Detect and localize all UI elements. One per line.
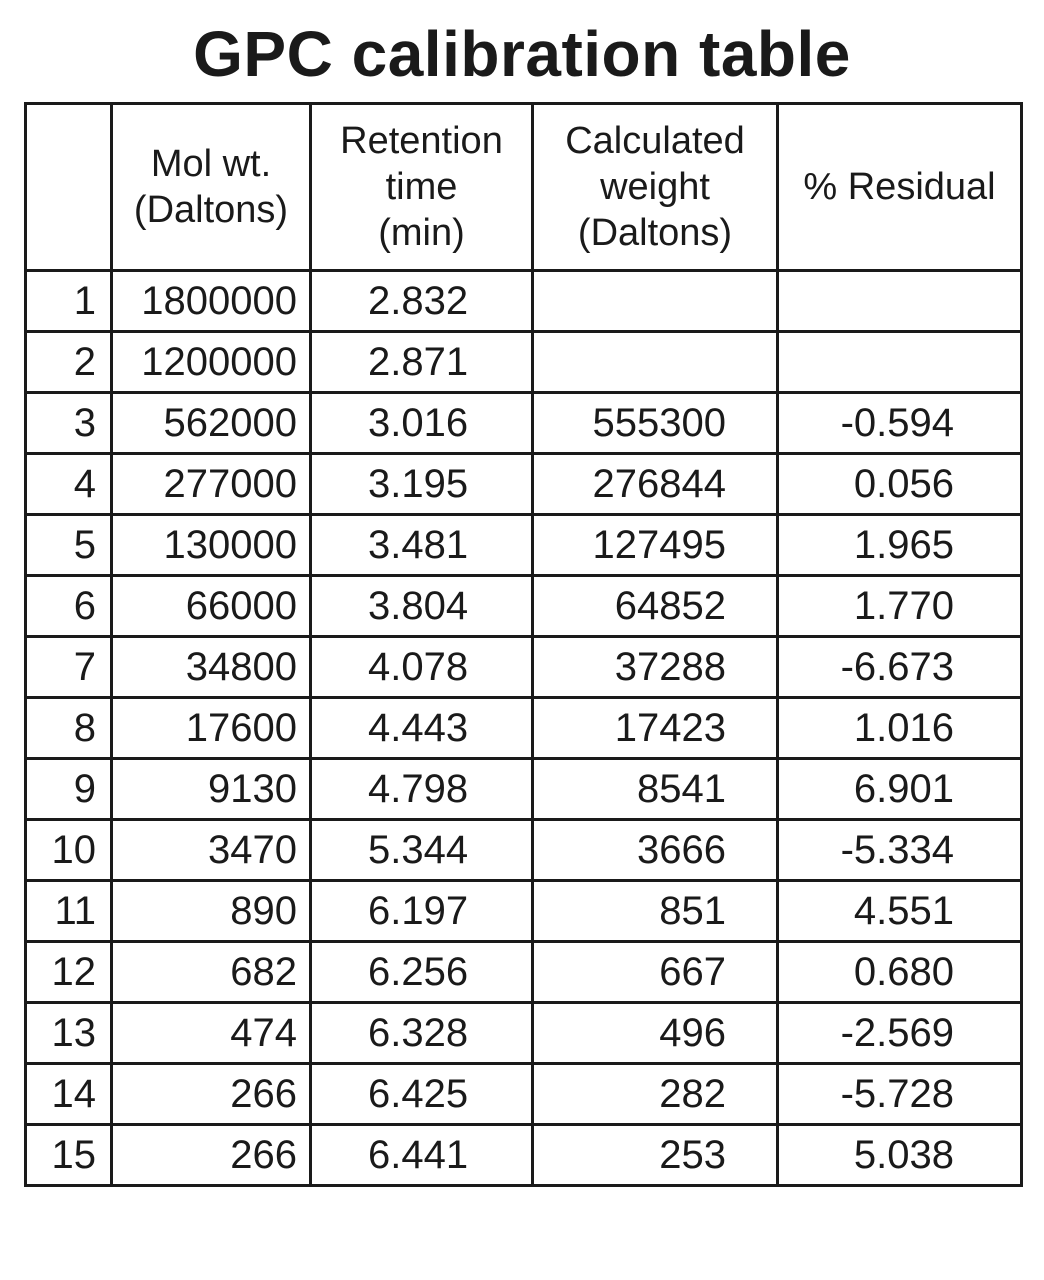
header-line: time bbox=[385, 166, 458, 208]
table-row bbox=[26, 1125, 1022, 1186]
cell-residual bbox=[778, 332, 1022, 393]
cell-residual: -2.569 bbox=[778, 1003, 1022, 1064]
cell-calculated-weight: 3666 bbox=[533, 820, 778, 881]
cell-retention-time: 6.441 bbox=[311, 1125, 533, 1186]
header-line: (Daltons) bbox=[133, 189, 289, 231]
cell-mol-wt: 266 bbox=[112, 1125, 311, 1186]
cell-index: 3 bbox=[26, 393, 112, 454]
cell-index: 12 bbox=[26, 942, 112, 1003]
header-line: Retention bbox=[340, 120, 503, 162]
cell-mol-wt: 34800 bbox=[112, 637, 311, 698]
cell-mol-wt: 266 bbox=[112, 1064, 311, 1125]
table-row bbox=[26, 942, 1022, 1003]
cell-calculated-weight: 253 bbox=[533, 1125, 778, 1186]
cell-index: 11 bbox=[26, 881, 112, 942]
calibration-table bbox=[24, 102, 1023, 1187]
table-row bbox=[26, 1064, 1022, 1125]
cell-retention-time: 6.425 bbox=[311, 1064, 533, 1125]
cell-residual: 1.016 bbox=[778, 698, 1022, 759]
cell-mol-wt: 682 bbox=[112, 942, 311, 1003]
header-retention-time bbox=[311, 104, 533, 271]
header-line: Mol wt. bbox=[150, 143, 272, 185]
cell-retention-time: 6.256 bbox=[311, 942, 533, 1003]
cell-mol-wt: 130000 bbox=[112, 515, 311, 576]
cell-residual: -0.594 bbox=[778, 393, 1022, 454]
table-row bbox=[26, 393, 1022, 454]
header-line: (min) bbox=[378, 212, 465, 254]
cell-mol-wt: 890 bbox=[112, 881, 311, 942]
header-mol-wt bbox=[112, 104, 311, 271]
header-line: (Daltons) bbox=[577, 212, 733, 254]
cell-calculated-weight: 496 bbox=[533, 1003, 778, 1064]
cell-mol-wt: 277000 bbox=[112, 454, 311, 515]
table-row bbox=[26, 332, 1022, 393]
cell-residual: 6.901 bbox=[778, 759, 1022, 820]
cell-residual: 5.038 bbox=[778, 1125, 1022, 1186]
cell-calculated-weight: 851 bbox=[533, 881, 778, 942]
cell-calculated-weight: 127495 bbox=[533, 515, 778, 576]
table-row bbox=[26, 759, 1022, 820]
cell-calculated-weight: 64852 bbox=[533, 576, 778, 637]
header-line: weight bbox=[600, 166, 710, 208]
cell-index: 10 bbox=[26, 820, 112, 881]
cell-index: 6 bbox=[26, 576, 112, 637]
table-title: GPC calibration table bbox=[193, 18, 851, 90]
cell-mol-wt: 9130 bbox=[112, 759, 311, 820]
header-line: % Residual bbox=[803, 166, 996, 208]
table-body bbox=[26, 271, 1022, 1186]
cell-calculated-weight: 17423 bbox=[533, 698, 778, 759]
cell-retention-time: 2.871 bbox=[311, 332, 533, 393]
cell-calculated-weight bbox=[533, 332, 778, 393]
cell-retention-time: 4.798 bbox=[311, 759, 533, 820]
cell-index: 8 bbox=[26, 698, 112, 759]
cell-calculated-weight: 8541 bbox=[533, 759, 778, 820]
cell-index: 15 bbox=[26, 1125, 112, 1186]
cell-retention-time: 3.016 bbox=[311, 393, 533, 454]
cell-retention-time: 3.804 bbox=[311, 576, 533, 637]
cell-index: 7 bbox=[26, 637, 112, 698]
table-row bbox=[26, 820, 1022, 881]
cell-retention-time: 3.195 bbox=[311, 454, 533, 515]
cell-mol-wt: 1200000 bbox=[112, 332, 311, 393]
table-row bbox=[26, 576, 1022, 637]
cell-retention-time: 4.078 bbox=[311, 637, 533, 698]
table-row bbox=[26, 637, 1022, 698]
cell-retention-time: 3.481 bbox=[311, 515, 533, 576]
cell-calculated-weight: 276844 bbox=[533, 454, 778, 515]
table-row bbox=[26, 698, 1022, 759]
table-row bbox=[26, 271, 1022, 332]
cell-index: 4 bbox=[26, 454, 112, 515]
cell-calculated-weight bbox=[533, 271, 778, 332]
cell-residual bbox=[778, 271, 1022, 332]
cell-residual: 1.770 bbox=[778, 576, 1022, 637]
header-row bbox=[26, 104, 1022, 271]
cell-retention-time: 2.832 bbox=[311, 271, 533, 332]
cell-calculated-weight: 667 bbox=[533, 942, 778, 1003]
cell-calculated-weight: 37288 bbox=[533, 637, 778, 698]
table-row bbox=[26, 454, 1022, 515]
cell-residual: -6.673 bbox=[778, 637, 1022, 698]
cell-residual: 0.680 bbox=[778, 942, 1022, 1003]
table-row bbox=[26, 881, 1022, 942]
cell-mol-wt: 1800000 bbox=[112, 271, 311, 332]
cell-retention-time: 4.443 bbox=[311, 698, 533, 759]
cell-index: 2 bbox=[26, 332, 112, 393]
cell-calculated-weight: 555300 bbox=[533, 393, 778, 454]
cell-mol-wt: 66000 bbox=[112, 576, 311, 637]
table-row bbox=[26, 515, 1022, 576]
cell-mol-wt: 17600 bbox=[112, 698, 311, 759]
cell-retention-time: 5.344 bbox=[311, 820, 533, 881]
cell-residual: 1.965 bbox=[778, 515, 1022, 576]
cell-mol-wt: 3470 bbox=[112, 820, 311, 881]
cell-index: 14 bbox=[26, 1064, 112, 1125]
header-line: Calculated bbox=[565, 120, 745, 162]
cell-residual: -5.334 bbox=[778, 820, 1022, 881]
cell-calculated-weight: 282 bbox=[533, 1064, 778, 1125]
cell-retention-time: 6.197 bbox=[311, 881, 533, 942]
cell-residual: -5.728 bbox=[778, 1064, 1022, 1125]
cell-index: 9 bbox=[26, 759, 112, 820]
cell-mol-wt: 562000 bbox=[112, 393, 311, 454]
cell-residual: 4.551 bbox=[778, 881, 1022, 942]
cell-retention-time: 6.328 bbox=[311, 1003, 533, 1064]
cell-index: 1 bbox=[26, 271, 112, 332]
cell-index: 13 bbox=[26, 1003, 112, 1064]
cell-mol-wt: 474 bbox=[112, 1003, 311, 1064]
cell-residual: 0.056 bbox=[778, 454, 1022, 515]
header-index bbox=[26, 104, 112, 271]
table-row bbox=[26, 1003, 1022, 1064]
cell-index: 5 bbox=[26, 515, 112, 576]
header-residual bbox=[778, 104, 1022, 271]
header-calculated-weight bbox=[533, 104, 778, 271]
